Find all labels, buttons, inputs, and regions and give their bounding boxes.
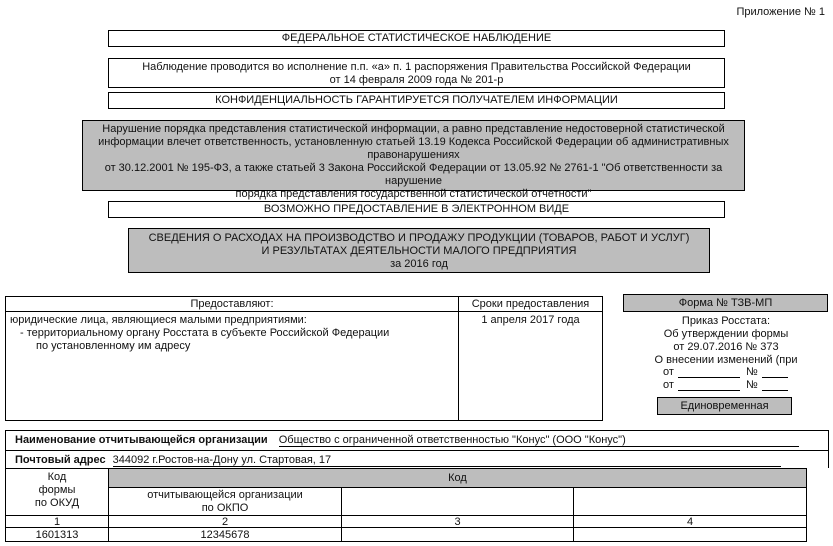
observation-basis-line2: от 14 февраля 2009 года № 201-р: [329, 74, 504, 86]
codes-table: [5, 468, 807, 542]
submitters-who-line1: юридические лица, являющиеся малыми предприятиями:: [10, 314, 307, 326]
okud-header-line2: формы: [38, 484, 76, 496]
okud-code: 1601313: [6, 528, 109, 542]
amendment-number-2: [762, 390, 788, 391]
periodicity-text: Единовременная: [680, 400, 769, 412]
organization-block: [5, 430, 829, 468]
submitters-header-when: Сроки предоставления: [459, 297, 603, 312]
appendix-label: Приложение № 1: [736, 6, 825, 18]
amendment-row-1: [663, 366, 823, 379]
form-number-text: Форма № ТЗВ-МП: [678, 297, 773, 309]
violation-line4: от 30.12.2001 № 195-ФЗ, а также статьей 3 Закона Российской Федерации от 13.05.92 № 2761-1 "Об ответственности за нарушение: [104, 162, 723, 187]
report-title-box: [128, 228, 710, 273]
form-number-box: [623, 294, 828, 312]
amendment-num-label-1: №: [746, 366, 758, 378]
okud-header-cell: [6, 469, 109, 516]
postal-address-value: 344092 г.Ростов-на-Дону ул. Стартовая, 17: [113, 454, 781, 467]
violation-notice-box: [82, 120, 745, 200]
okpo-header-cell: [109, 488, 342, 516]
confidentiality-box: [108, 92, 725, 109]
violation-line5: порядка представления государственной статистической отчетности": [235, 188, 592, 200]
federal-observation-text: ФЕДЕРАЛЬНОЕ СТАТИСТИЧЕСКОЕ НАБЛЮДЕНИЕ: [281, 32, 552, 44]
violation-line1: Нарушение порядка представления статистической информации, а равно представление недостоверной статистической: [102, 123, 725, 135]
electronic-submission-text: ВОЗМОЖНО ПРЕДОСТАВЛЕНИЕ В ЭЛЕКТРОННОМ ВИДЕ: [263, 203, 570, 215]
okpo-header-line2: по ОКПО: [201, 502, 249, 514]
report-title-line1: СВЕДЕНИЯ О РАСХОДАХ НА ПРОИЗВОДСТВО И ПРОДАЖУ ПРОДУКЦИИ (ТОВАРОВ, РАБОТ И УСЛУГ): [148, 232, 690, 244]
submitters-who-cell: [6, 312, 459, 421]
periodicity-box: [657, 397, 792, 415]
amendment-row-2: [663, 379, 823, 392]
organization-name-label: Наименование отчитывающейся организации: [15, 434, 268, 446]
postal-address-row: [6, 450, 828, 469]
observation-basis-line1: Наблюдение проводится во исполнение п.п. «а» п. 1 распоряжения Правительства Российской Федерации: [142, 61, 691, 73]
submitters-who-line2: - территориальному органу Росстата в субъекте Российской Федерации: [20, 327, 390, 339]
violation-line2: информации влечет ответственность, установленную статьей 13.19 Кодекса Российской Федерации об административных: [98, 136, 729, 148]
report-title-line3: за 2016 год: [390, 258, 448, 270]
amendment-date-1: [678, 377, 740, 378]
submitters-deadline: 1 апреля 2017 года: [459, 312, 603, 421]
federal-observation-header: [108, 30, 725, 47]
amendment-from-label-2: от: [663, 379, 674, 391]
column-number-4: 4: [574, 516, 807, 528]
order-line1: Приказ Росстата:: [681, 315, 771, 327]
amendment-from-label-1: от: [663, 366, 674, 378]
report-title-line2: И РЕЗУЛЬТАТАХ ДЕЯТЕЛЬНОСТИ МАЛОГО ПРЕДПРИЯТИЯ: [261, 245, 577, 257]
submitters-header-who: Предоставляют:: [6, 297, 459, 312]
column-number-1: 1: [6, 516, 109, 528]
okpo-header-line1: отчитывающейся организации: [147, 489, 303, 501]
order-line3: от 29.07.2016 № 373: [673, 341, 779, 353]
amendment-date-2: [678, 390, 740, 391]
violation-line3: правонарушениях: [367, 149, 460, 161]
column-number-2: 2: [109, 516, 342, 528]
submitters-who-line3: по установленному им адресу: [36, 340, 191, 352]
okud-header-line1: Код: [47, 471, 67, 483]
column-number-3: 3: [342, 516, 574, 528]
okpo-code: 12345678: [109, 528, 342, 542]
code-col4-value: [574, 528, 807, 542]
amendment-number-1: [762, 377, 788, 378]
postal-address-label: Почтовый адрес: [15, 454, 106, 466]
organization-name-row: [15, 434, 815, 448]
col3-header-cell: [342, 488, 574, 516]
amendment-num-label-2: №: [746, 379, 758, 391]
observation-basis-box: [108, 58, 725, 88]
electronic-submission-box: [108, 201, 725, 218]
organization-name-value: Общество с ограниченной ответственностью "Конус" (ООО "Конус"): [279, 434, 799, 447]
code-header: Код: [109, 469, 807, 488]
order-info: [630, 315, 822, 367]
submitters-table: [5, 296, 603, 421]
code-col3-value: [342, 528, 574, 542]
col4-header-cell: [574, 488, 807, 516]
okud-header-line3: по ОКУД: [34, 497, 80, 509]
confidentiality-text: КОНФИДЕНЦИАЛЬНОСТЬ ГАРАНТИРУЕТСЯ ПОЛУЧАТЕЛЕМ ИНФОРМАЦИИ: [215, 94, 618, 106]
order-line2: Об утверждении формы: [663, 328, 789, 340]
order-line4: О внесении изменений (при: [654, 354, 798, 366]
